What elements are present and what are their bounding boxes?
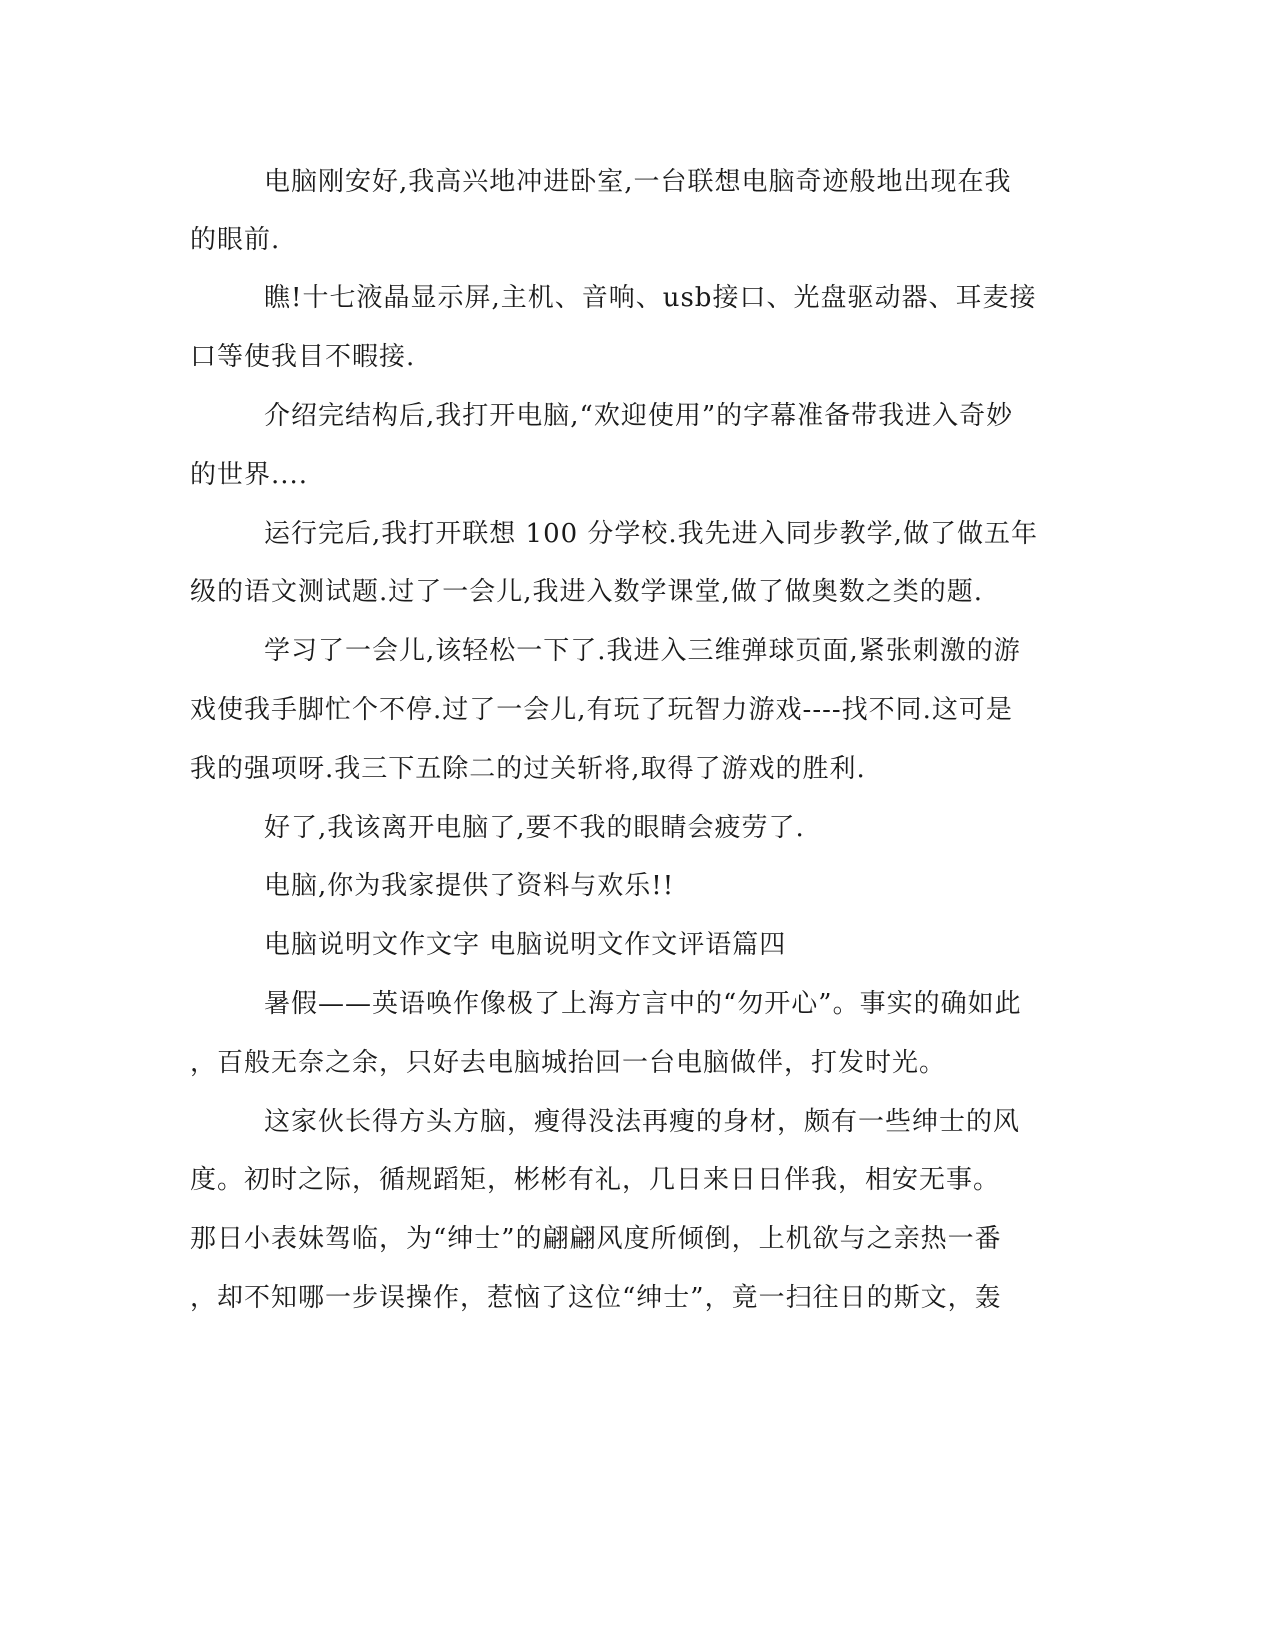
text-line: 电脑刚安好,我高兴地冲进卧室,一台联想电脑奇迹般地出现在我 — [264, 167, 1012, 197]
text-line: 运行完后,我打开联想 100 分学校.我先进入同步教学,做了做五年 — [264, 519, 1038, 549]
text-line: 暑假——英语唤作像极了上海方言中的“勿开心”。事实的确如此 — [264, 989, 1022, 1019]
text-line: 这家伙长得方头方脑，瘦得没法再瘦的身材，颇有一些绅士的风 — [264, 1107, 1021, 1137]
text-line: 瞧!十七液晶显示屏,主机、音响、usb接口、光盘驱动器、耳麦接 — [264, 283, 1037, 313]
text-line: 的世界.... — [190, 460, 309, 490]
text-line: 口等使我目不暇接. — [190, 342, 416, 372]
text-line: 度。初时之际，循规蹈矩，彬彬有礼，几日来日日伴我，相安无事。 — [190, 1165, 1001, 1195]
text-line: 那日小表妹驾临，为“绅士”的翩翩风度所倾倒，上机欲与之亲热一番 — [190, 1224, 1002, 1254]
text-line: 的眼前. — [190, 225, 281, 255]
text-line: 介绍完结构后,我打开电脑,“欢迎使用”的字幕准备带我进入奇妙 — [264, 401, 1014, 431]
section-heading: 电脑说明文作文字 电脑说明文作文评语篇四 — [264, 930, 787, 960]
text-line: 电脑,你为我家提供了资料与欢乐!! — [264, 871, 675, 901]
text-line: 学习了一会儿,该轻松一下了.我进入三维弹球页面,紧张刺激的游 — [264, 636, 1021, 666]
text-line: 戏使我手脚忙个不停.过了一会儿,有玩了玩智力游戏----找不同.这可是 — [190, 695, 1013, 725]
text-line: 好了,我该离开电脑了,要不我的眼睛会疲劳了. — [264, 813, 805, 843]
text-line: 级的语文测试题.过了一会儿,我进入数学课堂,做了做奥数之类的题. — [190, 577, 984, 607]
text-line: 我的强项呀.我三下五除二的过关斩将,取得了游戏的胜利. — [190, 754, 866, 784]
text-line: ，却不知哪一步误操作，惹恼了这位“绅士”，竟一扫往日的斯文，轰 — [190, 1283, 1002, 1313]
text-line: ，百般无奈之余，只好去电脑城抬回一台电脑做伴，打发时光。 — [190, 1048, 947, 1078]
